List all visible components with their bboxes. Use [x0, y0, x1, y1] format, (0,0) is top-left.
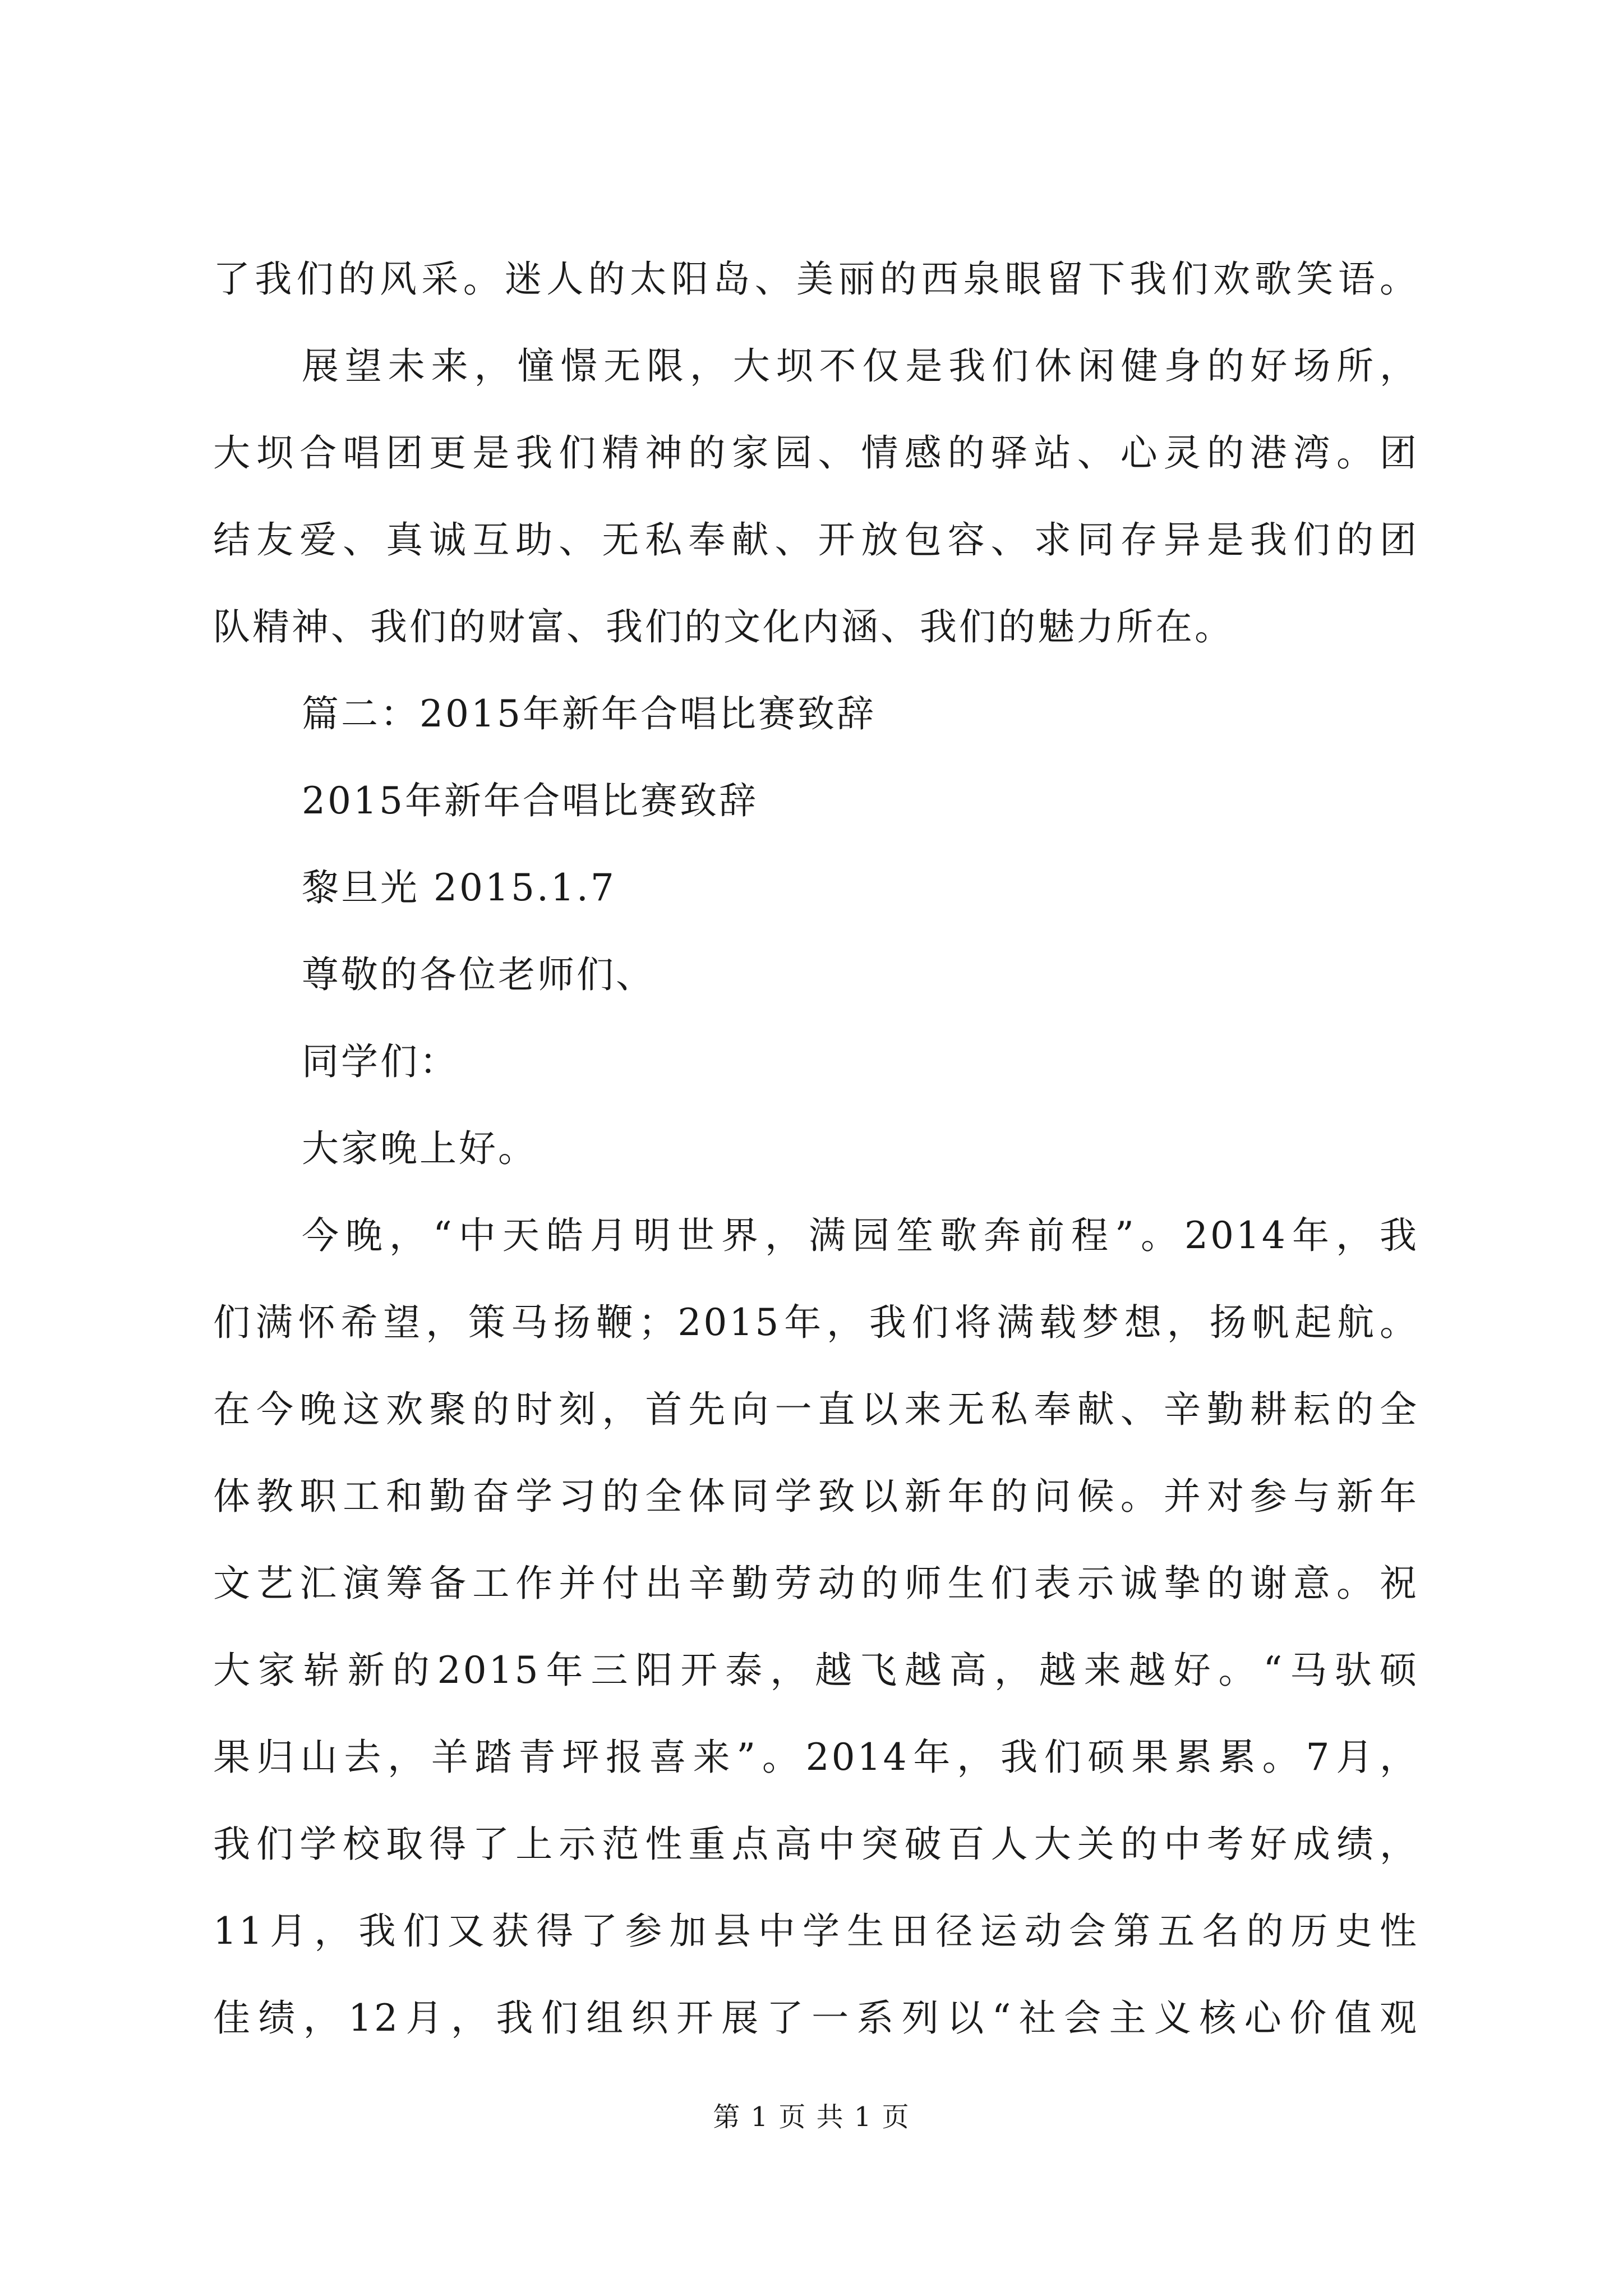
text-line: 文艺汇演筹备工作并付出辛勤劳动的师生们表示诚挚的谢意。祝	[213, 1562, 1419, 1605]
text-line: 大坝合唱团更是我们精神的家园、情感的驿站、心灵的港湾。团	[213, 431, 1419, 475]
salutation-line: 尊敬的各位老师们、	[302, 953, 655, 996]
text-line: 今晚，“中天皓月明世界，满园笙歌奔前程”。2014年，我	[302, 1214, 1419, 1257]
author-date: 黎旦光 2015.1.7	[302, 866, 616, 909]
salutation-line: 同学们：	[302, 1040, 459, 1083]
text-line: 大家崭新的2015年三阳开泰，越飞越高，越来越好。“马驮硕	[213, 1649, 1419, 1692]
text-line: 队精神、我们的财富、我们的文化内涵、我们的魅力所在。	[213, 605, 1234, 648]
text-line: 在今晚这欢聚的时刻，首先向一直以来无私奉献、辛勤耕耘的全	[213, 1388, 1419, 1431]
speech-title: 2015年新年合唱比赛致辞	[302, 779, 758, 822]
text-line: 佳绩，12月，我们组织开展了一系列以“社会主义核心价值观	[213, 1996, 1419, 2040]
text-line: 11月，我们又获得了参加县中学生田径运动会第五名的历史性	[213, 1910, 1419, 1953]
text-line: 果归山去，羊踏青坪报喜来”。2014年，我们硕果累累。7月，	[213, 1736, 1419, 1779]
section-heading: 篇二：2015年新年合唱比赛致辞	[302, 692, 876, 735]
text-line: 体教职工和勤奋学习的全体同学致以新年的问候。并对参与新年	[213, 1475, 1419, 1518]
text-line: 们满怀希望，策马扬鞭；2015年，我们将满载梦想，扬帆起航。	[213, 1301, 1419, 1344]
page-number-footer: 第 1 页 共 1 页	[713, 2101, 910, 2133]
text-line: 了我们的风采。迷人的太阳岛、美丽的西泉眼留下我们欢歌笑语。	[213, 257, 1419, 301]
text-line: 展望未来，憧憬无限，大坝不仅是我们休闲健身的好场所，	[302, 344, 1419, 388]
greeting-line: 大家晚上好。	[302, 1127, 537, 1170]
text-line: 结友爱、真诚互助、无私奉献、开放包容、求同存异是我们的团	[213, 518, 1419, 562]
text-line: 我们学校取得了上示范性重点高中突破百人大关的中考好成绩，	[213, 1823, 1419, 1866]
document-body	[213, 236, 1419, 2062]
